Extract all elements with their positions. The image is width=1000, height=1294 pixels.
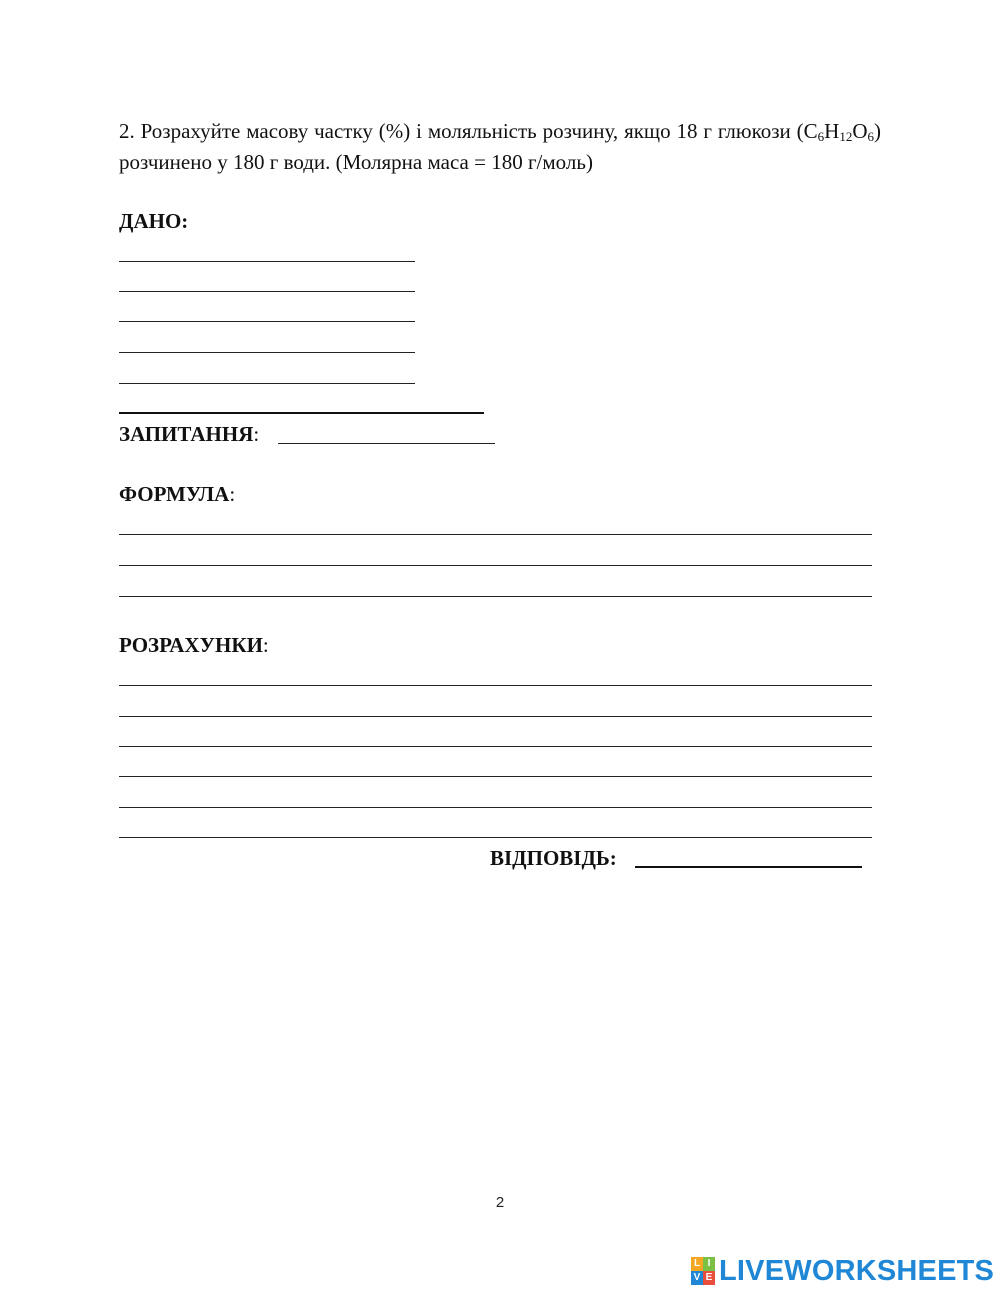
- answer-label: ВІДПОВІДЬ:: [490, 846, 617, 870]
- given-answer-line[interactable]: [119, 291, 415, 292]
- task-text-part: H: [824, 119, 840, 143]
- liveworksheets-brand: [691, 1253, 994, 1289]
- calculations-colon: :: [262, 633, 269, 657]
- logo-letter: E: [703, 1271, 715, 1285]
- logo-letter: I: [703, 1257, 715, 1271]
- formula-label-text: ФОРМУЛА: [119, 482, 230, 506]
- logo-letter: L: [691, 1257, 703, 1271]
- question-label: [119, 422, 259, 447]
- formula-answer-line[interactable]: [119, 534, 872, 535]
- task-text-part: O: [852, 119, 868, 143]
- calculations-answer-line[interactable]: [119, 746, 872, 747]
- calculations-answer-line[interactable]: [119, 776, 872, 777]
- subscript: 6: [817, 129, 825, 144]
- given-answer-line[interactable]: [119, 383, 415, 384]
- question-answer-line[interactable]: [278, 443, 495, 444]
- task-text-part: 2. Розрахуйте масову частку (%) і моляльність розчину, якщо 18 г глюкози (C: [119, 119, 818, 143]
- question-label-text: ЗАПИТАННЯ: [119, 422, 254, 446]
- calculations-answer-line[interactable]: [119, 685, 872, 686]
- formula-label: [119, 482, 235, 507]
- liveworksheets-logo-icon: [691, 1257, 715, 1285]
- logo-letter: V: [691, 1271, 703, 1285]
- calculations-answer-line[interactable]: [119, 716, 872, 717]
- task-statement: [119, 116, 881, 178]
- formula-answer-line[interactable]: [119, 596, 872, 597]
- subscript: 12: [839, 129, 853, 144]
- formula-answer-line[interactable]: [119, 565, 872, 566]
- subscript: 6: [867, 129, 874, 144]
- answer-line[interactable]: [635, 866, 862, 868]
- given-answer-line[interactable]: [119, 352, 415, 353]
- given-answer-line[interactable]: [119, 321, 415, 322]
- task-text-part: ) розчинено у 180 г води. (Молярна маса = 180 г/моль): [119, 119, 881, 174]
- given-divider: [119, 412, 484, 414]
- calculations-label: [119, 633, 269, 658]
- calculations-label-text: РОЗРАХУНКИ: [119, 633, 263, 657]
- formula-colon: :: [229, 482, 236, 506]
- given-label: ДАНО:: [119, 209, 189, 233]
- question-colon: :: [253, 422, 260, 446]
- calculations-answer-line[interactable]: [119, 807, 872, 808]
- brand-name: LIVEWORKSHEETS: [719, 1255, 995, 1287]
- calculations-answer-line[interactable]: [119, 837, 872, 838]
- page-number: 2: [495, 1194, 505, 1211]
- given-answer-line[interactable]: [119, 261, 415, 262]
